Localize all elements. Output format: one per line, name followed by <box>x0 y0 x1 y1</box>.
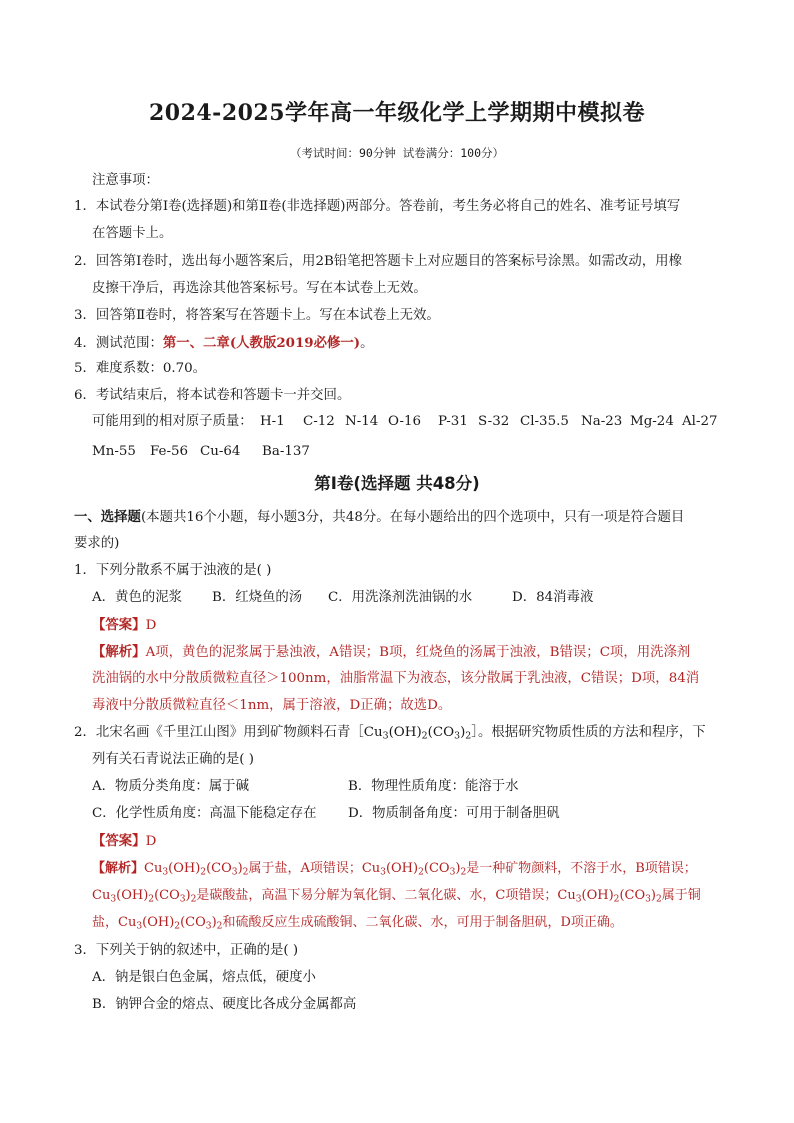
atomic-mass-mn: Mn-55 <box>92 444 136 459</box>
atomic-mass-label: 可能用到的相对原子质量： <box>92 414 253 429</box>
question-2-stem-line-1 <box>74 724 706 742</box>
formula-part: (OH) <box>142 915 175 930</box>
q3-option-b: B．钠钾合金的熔点、硬度比各成分金属都高 <box>92 997 357 1012</box>
q2-sub: 3 <box>454 730 461 742</box>
note-2-line-1: 2．回答第Ⅰ卷时，选出每小题答案后，用2B铅笔把答题卡上对应题目的答案标号涂黑。如需改动，用橡 <box>74 254 682 269</box>
q2-stem-co: (CO <box>427 725 455 740</box>
part-one-heading-line-1 <box>74 508 684 527</box>
part-one-instructions: (本题共16个小题，每小题3分，共48分。在每小题给出的四个选项中，只有一项是符合题目 <box>140 510 685 525</box>
formula-sub: 2 <box>656 894 662 905</box>
q2-analysis-line-3 <box>92 914 623 932</box>
part-one-label: 一、选择题 <box>74 509 141 525</box>
question-1-stem: 1．下列分散系不属于浊液的是( ) <box>74 563 272 578</box>
q2-analysis-line-1 <box>92 860 697 878</box>
note-4 <box>74 334 374 353</box>
formula-part: Cu <box>92 888 111 903</box>
q2-answer-value: D <box>145 834 157 849</box>
question-2-options-row-1 <box>92 778 712 796</box>
atomic-mass-cl: Cl-35.5 <box>520 414 569 429</box>
formula-sub: 3 <box>110 894 117 905</box>
formula-sub: 2 <box>216 921 223 932</box>
atomic-mass-p: P-31 <box>438 414 468 429</box>
q2-analysis-text: 和硫酸反应生成硫酸铜、二氧化碳、水，可用于制备胆矾，D项正确。 <box>222 915 623 930</box>
atomic-mass-h: H-1 <box>260 414 285 429</box>
atomic-mass-cu: Cu-64 <box>200 444 241 459</box>
formula-sub: 3 <box>136 921 143 932</box>
question-1-options <box>92 589 712 607</box>
formula-sub: 2 <box>242 867 249 878</box>
q2-analysis-text: 盐， <box>92 915 119 930</box>
formula-part: ) <box>237 861 243 876</box>
formula-part: (OH) <box>385 861 419 876</box>
formula-part: (CO <box>423 861 450 876</box>
q3-option-a: A．钠是银白色金属，熔点低，硬度小 <box>92 970 316 985</box>
q2-analysis-line-2 <box>92 887 701 905</box>
formula-sub: 2 <box>148 894 155 905</box>
q2-analysis-text: 是一种矿物颜料，不溶于水，B项错误； <box>466 861 697 876</box>
formula-part: Cu <box>118 915 137 930</box>
formula-part: Cu <box>361 861 381 876</box>
q2-analysis-text: 是碳酸盐，高温下易分解为氧化铜、二氧化碳、水，C项错误； <box>196 888 558 903</box>
notes-heading: 注意事项： <box>92 173 159 188</box>
formula-part: ) <box>455 861 461 876</box>
atomic-mass-ba: Ba-137 <box>262 444 310 459</box>
test-range: 第一、二章(人教版2019必修一) <box>162 335 361 351</box>
formula-sub: 3 <box>162 867 169 878</box>
q1-answer-label: 【答案】 <box>92 617 146 633</box>
formula-part: Cu <box>144 861 163 876</box>
q2-stem-oh: (OH) <box>388 725 422 740</box>
formula-part: (CO <box>154 888 180 903</box>
q2-stem-tail: ］。根据研究物质性质的方法和程序，下 <box>471 725 706 740</box>
atomic-mass-mg: Mg-24 <box>630 414 674 429</box>
formula-sub: 3 <box>205 921 212 932</box>
formula-sub: 2 <box>460 867 467 878</box>
formula-part: (CO <box>619 888 646 903</box>
formula-sub: 3 <box>179 894 186 905</box>
formula-part: Cu <box>557 888 576 903</box>
q2-sub: 3 <box>382 730 389 742</box>
atomic-mass-o: O-16 <box>388 414 422 429</box>
part-one-heading-line-2: 要求的) <box>74 536 120 551</box>
formula-part: ) <box>211 915 217 930</box>
note-1-line-1: 1．本试卷分第Ⅰ卷(选择题)和第Ⅱ卷(非选择题)两部分。答卷前，考生务必将自己的姓名、准考证号填写 <box>74 199 681 214</box>
note-4-end: 。 <box>360 336 374 351</box>
formula-part: (OH) <box>581 888 614 903</box>
formula-part: (OH) <box>168 861 201 876</box>
exam-info: （考试时间：90分钟 试卷满分：100分） <box>289 146 505 160</box>
question-2-stem-line-2: 列有关石青说法正确的是( ) <box>92 752 255 767</box>
q1-answer-value: D <box>145 618 157 633</box>
note-3: 3．回答第Ⅱ卷时，将答案写在答题卡上。写在本试卷上无效。 <box>74 308 440 323</box>
note-6: 6．考试结束后，将本试卷和答题卡一并交回。 <box>74 388 351 403</box>
q1-answer <box>92 616 156 635</box>
atomic-mass-fe: Fe-56 <box>150 444 189 459</box>
q2-stem-paren: ) <box>460 725 466 740</box>
formula-sub: 3 <box>231 867 238 878</box>
atomic-mass-s: S-32 <box>478 414 510 429</box>
q2-sub: 2 <box>421 730 428 742</box>
q1-option-d: D．84消毒液 <box>512 590 594 605</box>
atomic-mass-al: Al-27 <box>682 414 718 429</box>
q2-option-a: A．物质分类角度：属于碱 <box>92 779 249 794</box>
formula-sub: 2 <box>200 867 207 878</box>
formula-part: (CO <box>180 915 206 930</box>
q1-analysis-label: 【解析】 <box>92 644 146 660</box>
atomic-mass-n: N-14 <box>345 414 379 429</box>
q1-analysis-line-2: 洗油锅的水中分散质微粒直径＞100nm，油脂常温下为液态，该分散属于乳浊液，C错误；D项，84消 <box>92 671 700 686</box>
note-2-line-2: 皮擦干净后，再选涂其他答案标号。写在本试卷上无效。 <box>92 281 427 296</box>
q2-sub: 2 <box>465 730 472 742</box>
atomic-mass-line-2 <box>92 443 492 461</box>
formula-part: (OH) <box>116 888 149 903</box>
question-3-stem: 3．下列关于钠的叙述中，正确的是( ) <box>74 943 299 958</box>
formula-sub: 3 <box>645 894 651 905</box>
q2-answer <box>92 832 156 851</box>
q1-analysis-line-1 <box>92 643 690 662</box>
q2-analysis-text: 属于盐，A项错误； <box>248 861 362 876</box>
q2-analysis-text: 属于铜 <box>661 888 701 903</box>
q1-analysis-line-3: 毒液中分散质微粒直径＜1nm，属于溶液，D正确；故选D。 <box>92 698 452 713</box>
question-2-options-row-2 <box>92 805 712 823</box>
q2-analysis-label: 【解析】 <box>92 861 145 876</box>
atomic-mass-line-1 <box>92 413 732 431</box>
atomic-mass-c: C-12 <box>303 414 335 429</box>
formula-sub: 2 <box>190 894 197 905</box>
formula-sub: 3 <box>575 894 582 905</box>
q2-option-d: D．物质制备角度：可用于制备胆矾 <box>348 806 560 821</box>
q1-analysis-text-1: A项，黄色的泥浆属于悬浊液，A错误；B项，红烧鱼的汤属于浊液，B错误；C项，用洗涤剂 <box>145 645 691 660</box>
formula-sub: 2 <box>174 921 181 932</box>
atomic-mass-na: Na-23 <box>581 414 623 429</box>
formula-part: (CO <box>206 861 232 876</box>
q1-option-a: A．黄色的泥浆 <box>92 590 183 605</box>
formula-sub: 2 <box>418 867 424 878</box>
q2-option-c: C．化学性质角度：高温下能稳定存在 <box>92 806 317 821</box>
q1-option-c: C．用洗涤剂洗油锅的水 <box>328 590 473 605</box>
note-4-prefix: 4．测试范围： <box>74 336 163 351</box>
formula-sub: 2 <box>613 894 620 905</box>
q2-stem-text: 2．北宋名画《千里江山图》用到矿物颜料石青［Cu <box>74 725 383 740</box>
q2-answer-label: 【答案】 <box>92 833 146 849</box>
note-1-line-2: 在答题卡上。 <box>92 226 173 241</box>
section-title: 第Ⅰ卷(选择题 共48分) <box>314 474 480 493</box>
formula-part: ) <box>185 888 191 903</box>
note-5: 5．难度系数：0.70。 <box>74 361 207 376</box>
formula-sub: 3 <box>380 867 386 878</box>
formula-sub: 3 <box>449 867 456 878</box>
formula-part: ) <box>650 888 656 903</box>
page-title: 2024-2025学年高一年级化学上学期期中模拟卷 <box>148 100 646 126</box>
q2-option-b: B．物理性质角度：能溶于水 <box>348 779 519 794</box>
q1-option-b: B．红烧鱼的汤 <box>212 590 303 605</box>
